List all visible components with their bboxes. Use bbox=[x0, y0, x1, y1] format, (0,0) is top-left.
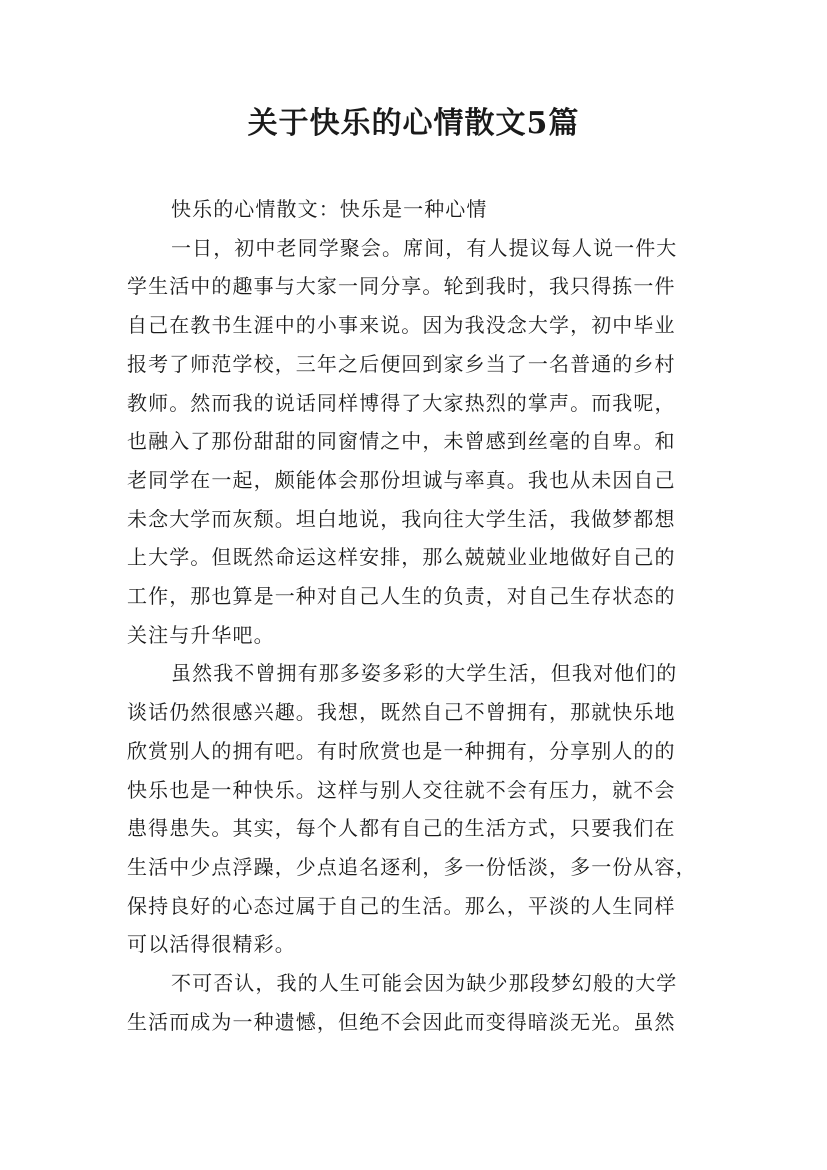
text-line: 虽然我不曾拥有那多姿多彩的大学生活，但我对他们的 bbox=[171, 661, 678, 686]
section-heading: 快乐的心情散文：快乐是一种心情 bbox=[171, 197, 488, 221]
text-line: 未念大学而灰颓。坦白地说，我向往大学生活，我做梦都想 bbox=[127, 506, 676, 531]
text-line: 不可否认，我的人生可能会因为缺少那段梦幻般的大学 bbox=[171, 971, 678, 996]
text-line: 老同学在一起，颇能体会那份坦诚与率真。我也从未因自己 bbox=[127, 467, 676, 492]
text-line: 自己在教书生涯中的小事来说。因为我没念大学，初中毕业 bbox=[127, 313, 676, 338]
text-line: 教师。然而我的说话同样博得了大家热烈的掌声。而我呢， bbox=[127, 390, 676, 415]
text-line: 生活而成为一种遗憾，但绝不会因此而变得暗淡无光。虽然 bbox=[127, 1009, 676, 1034]
document-body bbox=[127, 190, 707, 1041]
text-line: 可以活得很精彩。 bbox=[127, 932, 296, 957]
text-line: 保持良好的心态过属于自己的生活。那么，平淡的人生同样 bbox=[127, 893, 676, 918]
text-line: 报考了师范学校，三年之后便回到家乡当了一名普通的乡村 bbox=[127, 351, 676, 376]
text-line: 学生活中的趣事与大家一同分享。轮到我时，我只得拣一件 bbox=[127, 274, 676, 299]
text-line: 欣赏别人的拥有吧。有时欣赏也是一种拥有，分享别人的的 bbox=[127, 738, 676, 763]
text-line: 上大学。但既然命运这样安排，那么兢兢业业地做好自己的 bbox=[127, 545, 676, 570]
text-line: 患得患失。其实，每个人都有自己的生活方式，只要我们在 bbox=[127, 816, 676, 841]
text-line: 快乐也是一种快乐。这样与别人交往就不会有压力，就不会 bbox=[127, 777, 676, 802]
text-line: 一日，初中老同学聚会。席间，有人提议每人说一件大 bbox=[171, 235, 678, 260]
text-line: 也融入了那份甜甜的同窗情之中，未曾感到丝毫的自卑。和 bbox=[127, 429, 676, 454]
text-line: 谈话仍然很感兴趣。我想，既然自己不曾拥有，那就快乐地 bbox=[127, 700, 676, 725]
text-line: 生活中少点浮躁，少点追名逐利，多一份恬淡，多一份从容， bbox=[127, 854, 697, 879]
text-line: 工作，那也算是一种对自己人生的负责，对自己生存状态的 bbox=[127, 584, 676, 609]
document-title: 关于快乐的心情散文5篇 bbox=[247, 106, 580, 141]
text-line: 关注与升华吧。 bbox=[127, 622, 275, 647]
